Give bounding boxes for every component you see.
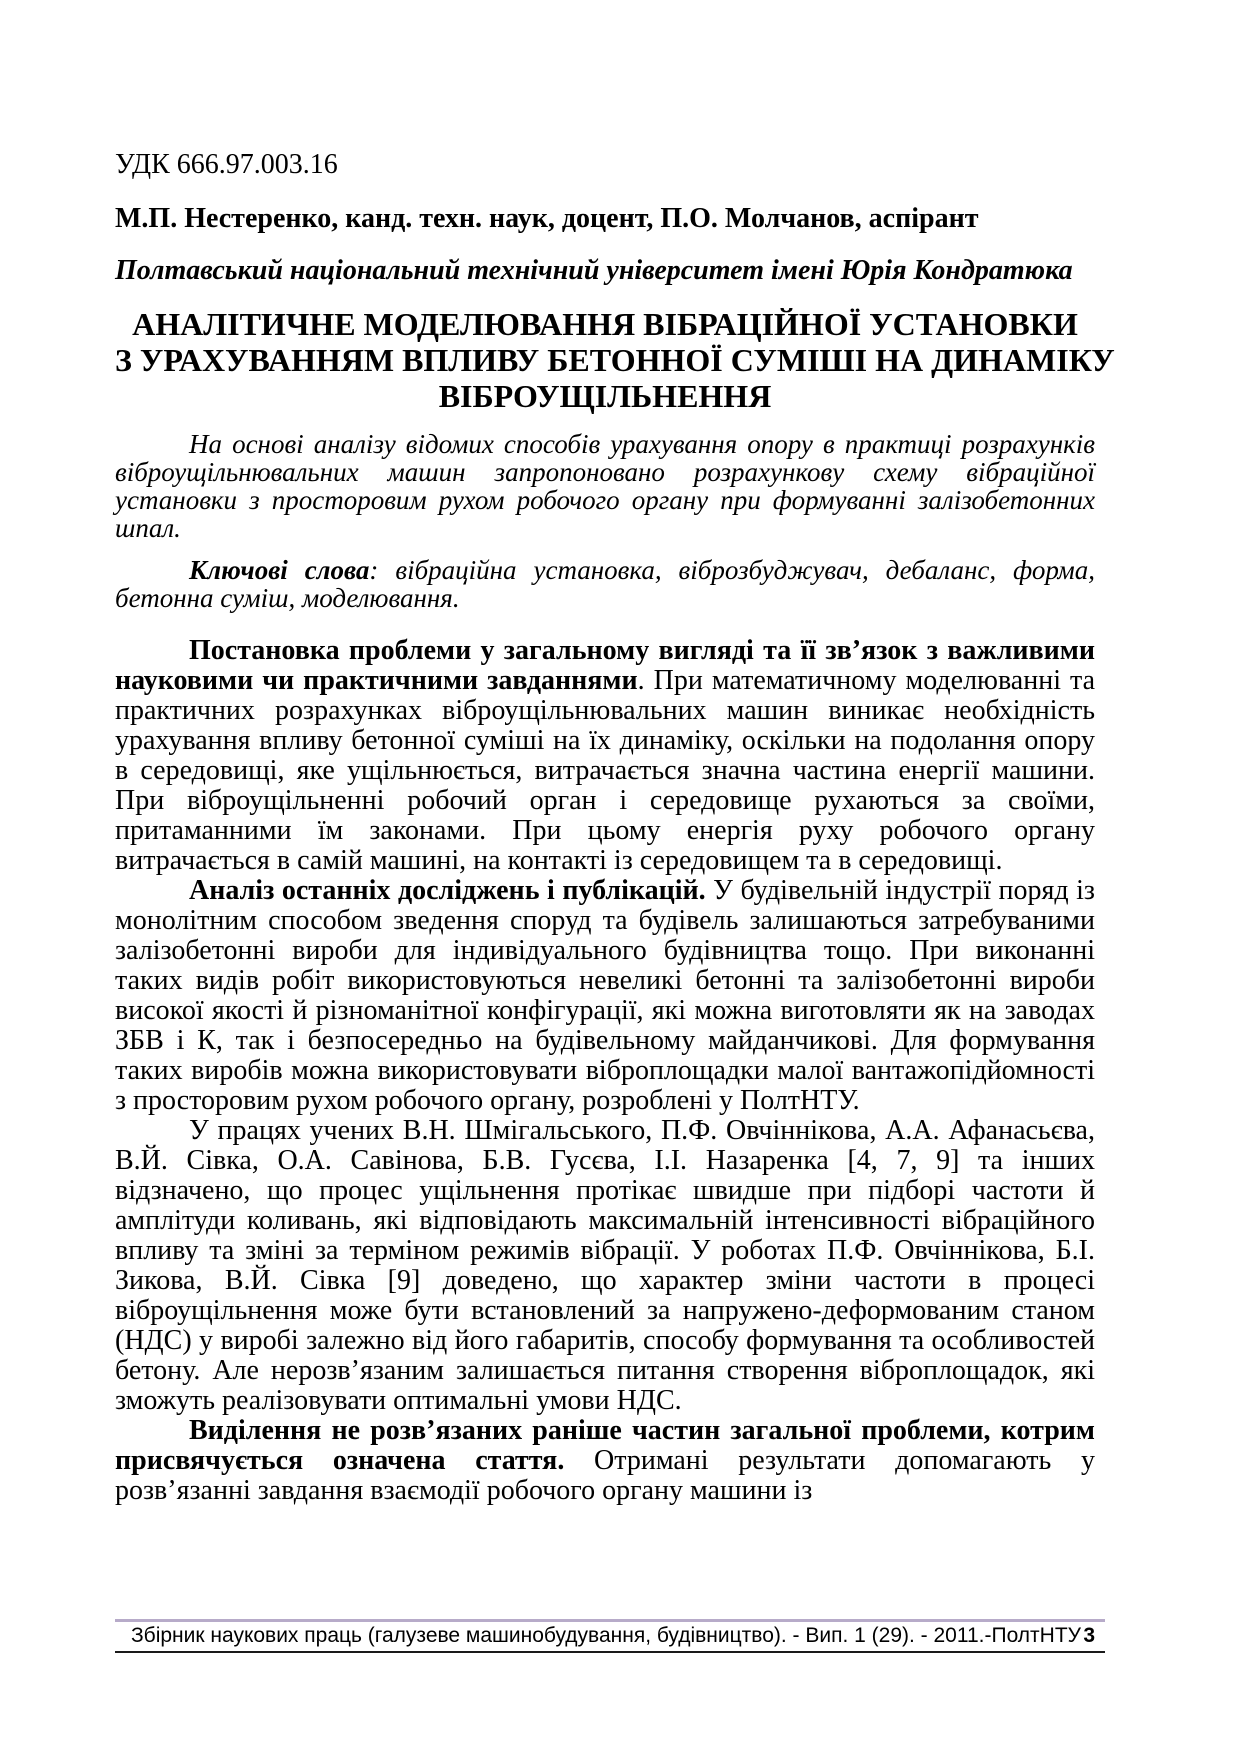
- page-number: 3: [1083, 1624, 1095, 1647]
- authors-line: М.П. Нестеренко, канд. техн. наук, доцент, П.О. Молчанов, аспірант: [115, 203, 979, 234]
- keywords-text: : вібраційна установка, віброзбуджувач, дебаланс, форма, бетонна суміш, моделювання.: [115, 555, 1095, 613]
- article-body: [115, 636, 1095, 1506]
- affiliation-line: Полтавський національний технічний університет імені Юрія Кондратюка: [115, 255, 1073, 286]
- paragraph-text: У працях учених В.Н. Шмігальського, П.Ф. Овчіннікова, А.А. Афанасьєва, В.Й. Сівка, О.А. Савінова, Б.В. Гусєва, І.І. Назаренка [4, 7, 9] та інших відзначено, що процес ущільнення протікає швидше при підборі частоти й амплітуди коливань, які відповідають максимальній інтенсивності вібраційного впливу та зміні за терміном режимів вібрації. У роботах П.Ф. Овчіннікова, Б.І. Зикова, В.Й. Сівка [9] доведено, що характер зміни частоти в процесі віброущільнення може бути встановлений за напружено-деформованим станом (НДС) у виробі залежно від його габаритів, способу формування та особливостей бетону. Але нерозв’язаним залишається питання створення віброплощадок, які зможуть реалізовувати оптимальні умови НДС.: [115, 1115, 1095, 1416]
- paragraph: [115, 876, 1095, 1116]
- paragraph-lead-text: Виділення не розв’язаних раніше частин загальної проблеми, котрим присвячується означена стаття.: [115, 1415, 1095, 1476]
- paragraph: [115, 1116, 1095, 1416]
- paragraph: [115, 636, 1095, 876]
- udc-number: УДК 666.97.003.16: [115, 149, 338, 180]
- paragraph-text: У будівельній індустрії поряд із монолітним способом зведення споруд та будівель залишаються затребуваними залізобетонні вироби для індивідуального будівництва тощо. При виконанні таких видів робіт використовуються невеликі бетонні та залізобетонні вироби високої якості й різноманітної конфігурації, які можна виготовляти як на заводах ЗБВ і К, так і безпосередньо на будівельному майданчикові. Для формування таких виробів можна використовувати віброплощадки малої вантажопідйомності з просторовим рухом робочого органу, розроблені у ПолтНТУ.: [115, 875, 1095, 1116]
- article-title-line-3: ВІБРОУЩІЛЬНЕННЯ: [438, 378, 772, 414]
- footer-citation: Збірник наукових праць (галузеве машинобудування, будівництво). - Вип. 1 (29). - 2011.-ПолтНТУ: [131, 1624, 1082, 1647]
- abstract-paragraph: На основі аналізу відомих способів урахування опору в практиці розрахунків віброущільнювальних машин запропоновано розрахункову схему вібраційної установки з просторовим рухом робочого органу при формуванні залізобетонних шпал.: [115, 429, 1095, 543]
- paragraph-text: . При математичному моделюванні та практичних розрахунках віброущільнювальних машин виникає необхідність урахування впливу бетонної суміші на їх динаміку, оскільки на подолання опору в середовищі, яке ущільнюється, витрачається значна частина енергії машини. При віброущільненні робочий орган і середовище рухаються за своїми, притаманними їм законами. При цьому енергія руху робочого органу витрачається в самій машині, на контакті із середовищем та в середовищі.: [115, 665, 1095, 876]
- article-title-line-2: З УРАХУВАННЯМ ВПЛИВУ БЕТОННОЇ СУМІШІ НА ДИНАМІКУ: [115, 342, 1115, 378]
- paragraph: [115, 1416, 1095, 1506]
- paragraph-text: Отримані результати допомагають у розв’язанні завдання взаємодії робочого органу машини із: [115, 1445, 1095, 1506]
- article-title: [115, 306, 1115, 414]
- article-title-line-1: АНАЛІТИЧНЕ МОДЕЛЮВАННЯ ВІБРАЦІЙНОЇ УСТАНОВКИ: [132, 306, 1078, 342]
- document-page: [115, 149, 1115, 1506]
- paragraph-lead-text: Постановка проблеми у загальному вигляді та її зв’язок з важливими науковими чи практичними завданнями: [115, 635, 1095, 696]
- paragraph-lead-text: Аналіз останніх досліджень і публікацій.: [189, 875, 706, 906]
- keywords-paragraph: [115, 556, 1095, 612]
- keywords-label: Ключові слова: [189, 555, 370, 585]
- journal-footer: [115, 1619, 1105, 1653]
